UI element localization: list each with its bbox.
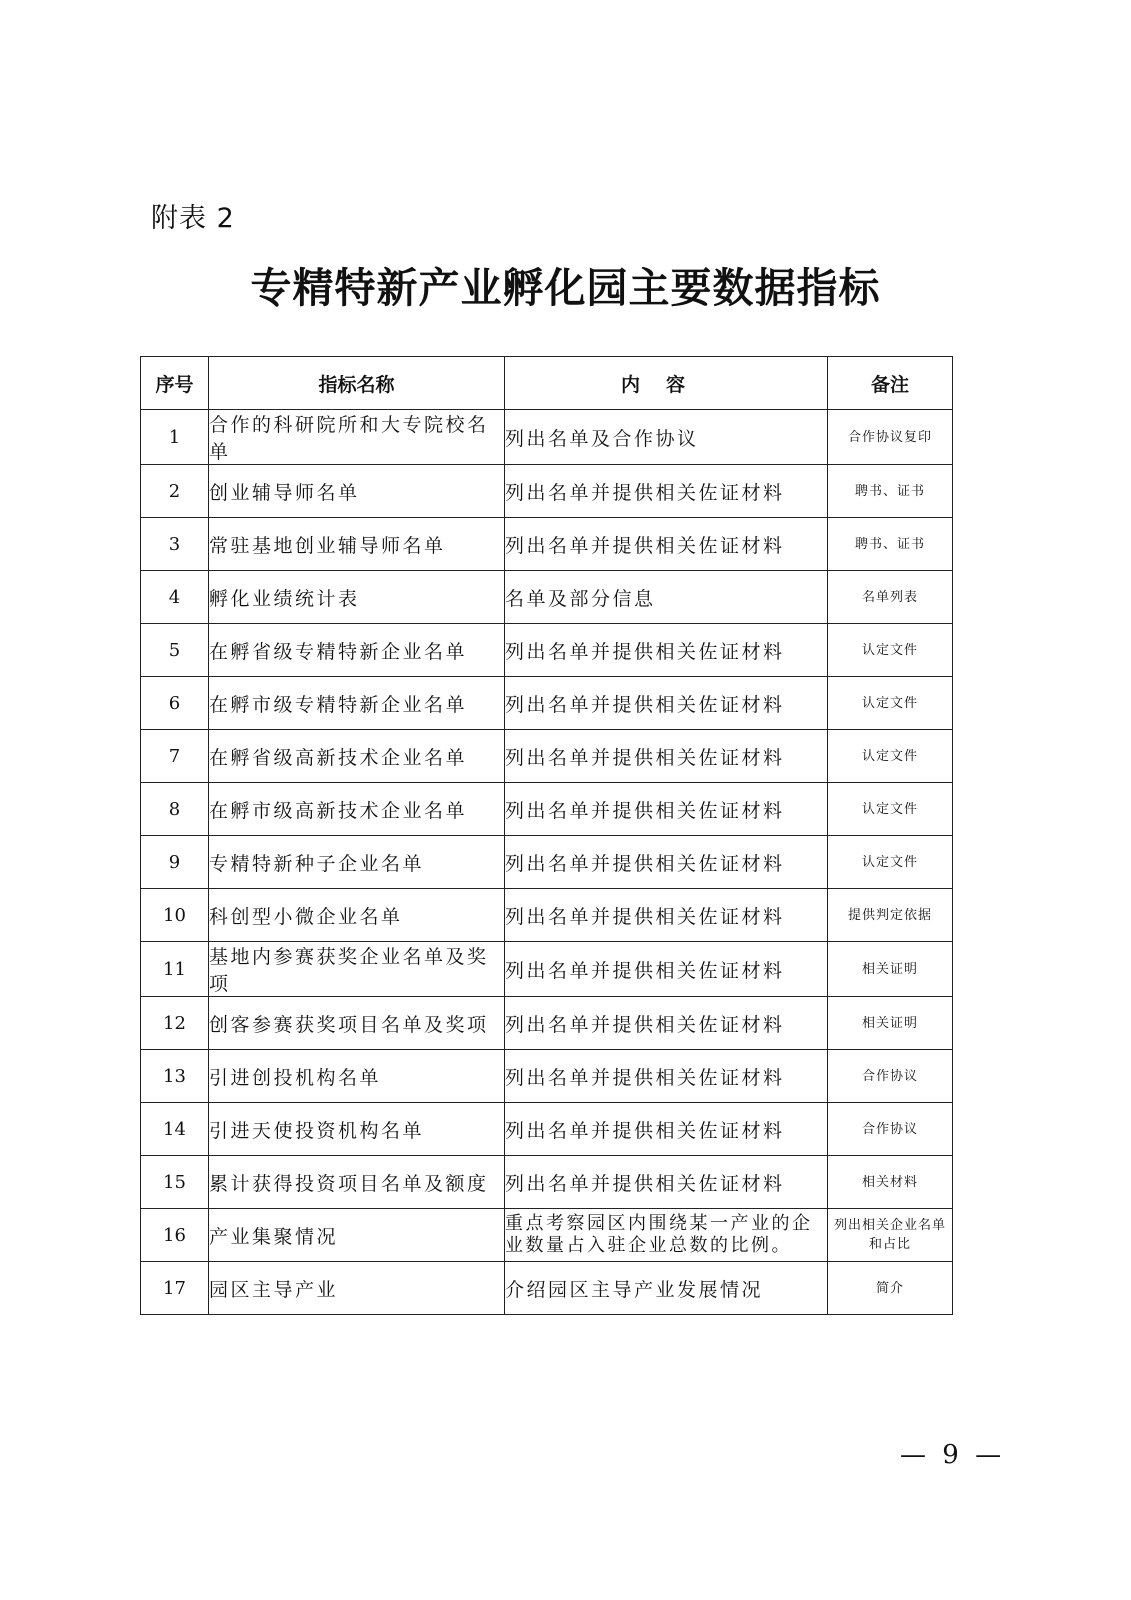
table-row [141,997,953,1050]
cell-content: 列出名单并提供相关佐证材料 [505,1156,828,1209]
cell-name: 在孵省级专精特新企业名单 [209,624,505,677]
cell-content: 列出名单并提供相关佐证材料 [505,889,828,942]
cell-content: 列出名单并提供相关佐证材料 [505,783,828,836]
cell-seq: 14 [141,1103,209,1156]
cell-name: 在孵市级专精特新企业名单 [209,677,505,730]
table-body [141,410,953,1315]
table-row [141,1262,953,1315]
cell-content: 列出名单并提供相关佐证材料 [505,624,828,677]
cell-name: 孵化业绩统计表 [209,571,505,624]
cell-seq: 8 [141,783,209,836]
table-header-row [141,357,953,410]
table-row [141,730,953,783]
table-row [141,677,953,730]
cell-name: 创业辅导师名单 [209,465,505,518]
cell-note: 认定文件 [828,730,953,783]
cell-note: 聘书、证书 [828,518,953,571]
cell-note: 合作协议 [828,1103,953,1156]
cell-content: 列出名单并提供相关佐证材料 [505,997,828,1050]
cell-seq: 13 [141,1050,209,1103]
table-row [141,1156,953,1209]
table-row [141,1050,953,1103]
cell-name: 引进创投机构名单 [209,1050,505,1103]
cell-name: 基地内参赛获奖企业名单及奖项 [209,942,505,997]
table-row [141,571,953,624]
header-seq: 序号 [141,357,209,410]
cell-seq: 5 [141,624,209,677]
cell-name: 专精特新种子企业名单 [209,836,505,889]
header-note: 备注 [828,357,953,410]
cell-name: 合作的科研院所和大专院校名单 [209,410,505,465]
table-row [141,410,953,465]
table-row [141,783,953,836]
cell-content: 列出名单并提供相关佐证材料 [505,518,828,571]
cell-seq: 2 [141,465,209,518]
cell-note: 列出相关企业名单和占比 [828,1209,953,1262]
cell-seq: 3 [141,518,209,571]
page-number: — 9 — [900,1440,1006,1470]
cell-content: 列出名单并提供相关佐证材料 [505,730,828,783]
table-row [141,836,953,889]
cell-note: 聘书、证书 [828,465,953,518]
table-row [141,624,953,677]
cell-name: 在孵省级高新技术企业名单 [209,730,505,783]
table-row [141,465,953,518]
cell-name: 引进天使投资机构名单 [209,1103,505,1156]
cell-seq: 10 [141,889,209,942]
cell-seq: 15 [141,1156,209,1209]
document-title: 专精特新产业孵化园主要数据指标 [250,264,881,312]
cell-content: 列出名单并提供相关佐证材料 [505,1050,828,1103]
table-row [141,942,953,997]
cell-note: 合作协议复印 [828,410,953,465]
cell-content: 列出名单及合作协议 [505,410,828,465]
cell-seq: 1 [141,410,209,465]
cell-note: 认定文件 [828,624,953,677]
cell-note: 简介 [828,1262,953,1315]
header-content: 内容 [505,357,828,410]
table-row [141,1209,953,1262]
attachment-label: 附表 2 [151,203,235,234]
cell-note: 认定文件 [828,836,953,889]
cell-name: 累计获得投资项目名单及额度 [209,1156,505,1209]
cell-note: 认定文件 [828,783,953,836]
cell-note: 合作协议 [828,1050,953,1103]
header-name: 指标名称 [209,357,505,410]
cell-content: 重点考察园区内围绕某一产业的企业数量占入驻企业总数的比例。 [505,1209,828,1262]
cell-content: 列出名单并提供相关佐证材料 [505,836,828,889]
cell-seq: 4 [141,571,209,624]
cell-note: 提供判定依据 [828,889,953,942]
cell-name: 科创型小微企业名单 [209,889,505,942]
cell-note: 相关证明 [828,942,953,997]
cell-note: 相关证明 [828,997,953,1050]
table-row [141,518,953,571]
cell-name: 在孵市级高新技术企业名单 [209,783,505,836]
cell-content: 列出名单并提供相关佐证材料 [505,1103,828,1156]
cell-content: 列出名单并提供相关佐证材料 [505,465,828,518]
cell-seq: 11 [141,942,209,997]
cell-content: 列出名单并提供相关佐证材料 [505,677,828,730]
cell-content: 列出名单并提供相关佐证材料 [505,942,828,997]
cell-seq: 12 [141,997,209,1050]
indicator-table [140,356,953,1315]
table-row [141,1103,953,1156]
cell-name: 创客参赛获奖项目名单及奖项 [209,997,505,1050]
cell-name: 产业集聚情况 [209,1209,505,1262]
cell-note: 认定文件 [828,677,953,730]
table-row [141,889,953,942]
cell-seq: 9 [141,836,209,889]
cell-name: 常驻基地创业辅导师名单 [209,518,505,571]
cell-seq: 7 [141,730,209,783]
cell-name: 园区主导产业 [209,1262,505,1315]
cell-content: 名单及部分信息 [505,571,828,624]
cell-seq: 17 [141,1262,209,1315]
cell-seq: 16 [141,1209,209,1262]
cell-seq: 6 [141,677,209,730]
cell-content: 介绍园区主导产业发展情况 [505,1262,828,1315]
cell-note: 名单列表 [828,571,953,624]
cell-note: 相关材料 [828,1156,953,1209]
